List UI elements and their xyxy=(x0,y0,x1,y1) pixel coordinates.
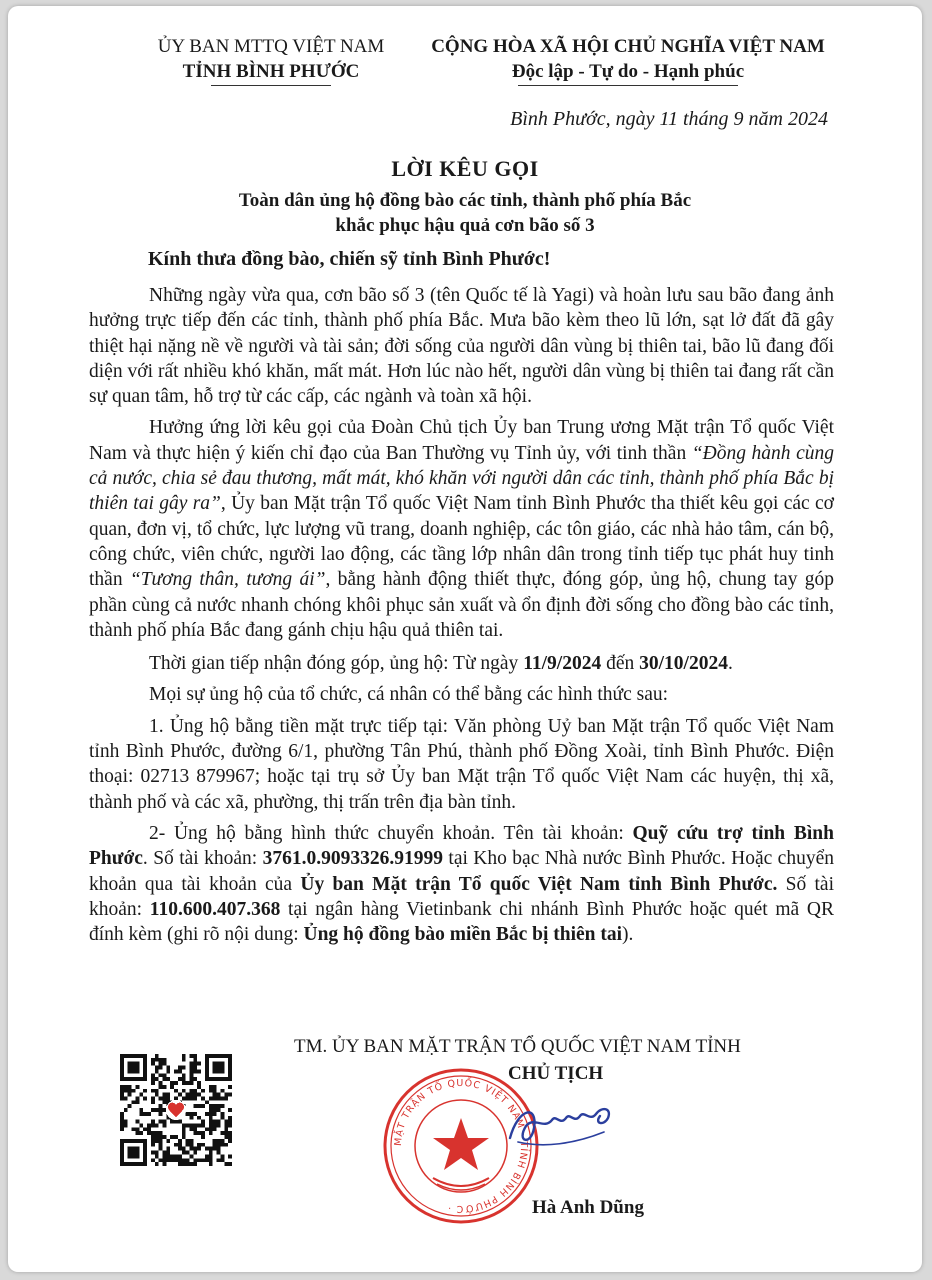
issuer-header xyxy=(136,34,406,86)
period-mid: đến xyxy=(601,653,640,675)
paragraph-cash: 1. Ủng hộ bằng tiền mặt trực tiếp tại: Văn phòng Uỷ ban Mặt trận Tổ quốc Việt Nam tỉnh Bình Phước, đường 6/1, phường Tân Phú, thành phố Đồng Xoài, tỉnh Bình Phước. Điện thoại: 02713 879967; hoặc tại trụ sở Ủy ban Mặt trận Tổ quốc Việt Nam các huyện, thị xã, thành phố và các xã, phường, thị trấn trên địa bàn tỉnh. xyxy=(89,715,834,813)
transfer-text-1: 2- Ủng hộ bằng hình thức chuyển khoản. Tên tài khoản: xyxy=(149,822,633,844)
paragraph-situation: Những ngày vừa qua, cơn bão số 3 (tên Quốc tế là Yagi) và hoàn lưu sau bão đang ảnh hưởng trực tiếp đến các tỉnh, thành phố phía Bắc. Mưa bão kèm theo lũ lớn, sạt lở đất đã gây thiệt hại nặng nề về người và tài sản; đời sống của người dân vùng bị thiên tai, bão lũ đang đối diện với rất nhiều khó khăn, mất mát. Hơn lúc nào hết, người dân vùng bị thiên tai đang rất cần sự quan tâm, hỗ trợ từ các cấp, các ngành và toàn xã hội. xyxy=(89,285,834,408)
national-header xyxy=(408,34,848,86)
transfer-text-2: . Số tài khoản: xyxy=(142,848,263,870)
issuer-underline xyxy=(211,85,331,86)
signature-title: CHỦ TỊCH xyxy=(508,1063,604,1084)
document-body xyxy=(89,283,834,953)
appeal-quote-2: “Tương thân, tương ái” xyxy=(129,569,326,591)
handwritten-signature-icon xyxy=(504,1086,624,1156)
qr-code-icon[interactable] xyxy=(120,1054,232,1166)
period-from: 11/9/2024 xyxy=(523,653,602,675)
document-subtitle xyxy=(108,188,822,238)
paragraph-methods: Mọi sự ủng hộ của tổ chức, cá nhân có thể bằng các hình thức sau: xyxy=(149,684,669,706)
salutation: Kính thưa đồng bào, chiến sỹ tỉnh Bình Phước! xyxy=(148,248,551,270)
document-page xyxy=(8,6,922,1272)
subtitle-line-1: Toàn dân ủng hộ đồng bào các tỉnh, thành phố phía Bắc xyxy=(238,190,692,211)
issuer-line-2: TỈNH BÌNH PHƯỚC xyxy=(182,61,360,82)
motto-underline xyxy=(518,85,738,86)
transfer-text-5: tại ngân hàng Vietinbank chi nhánh Bình Phước hoặc quét mã QR đính kèm (ghi rõ nội dung: xyxy=(89,898,835,946)
document-date: Bình Phước, ngày 11 tháng 9 năm 2024 xyxy=(510,108,828,130)
paragraph-transfer xyxy=(89,821,834,947)
paragraph-period xyxy=(89,651,834,676)
account-name: Quỹ cứu trợ tỉnh Bình Phước xyxy=(89,822,834,870)
transfer-text-3: tại Kho bạc Nhà nước Bình Phước. Hoặc chuyển khoản qua tài khoản của xyxy=(89,848,834,895)
seal-text: MẶT TRẬN TỔ QUỐC VIỆT NAM · TỈNH BÌNH PHƯỚC · xyxy=(392,1077,530,1215)
account-number-1: 3761.0.9093326.91999 xyxy=(262,848,443,870)
subtitle-line-2: khắc phục hậu quả cơn bão số 3 xyxy=(335,215,595,236)
paragraph-appeal xyxy=(89,415,834,643)
issuer-line-1: ỦY BAN MTTQ VIỆT NAM xyxy=(157,36,385,57)
period-end: . xyxy=(727,653,733,675)
document-title: LỜI KÊU GỌI xyxy=(391,156,539,181)
appeal-text-1: Hưởng ứng lời kêu gọi của Đoàn Chủ tịch Ủy ban Trung ương Mặt trận Tổ quốc Việt Nam và thực hiện ý kiến chỉ đạo của Ban Thường vụ Tỉnh ủy, với tinh thần xyxy=(89,417,834,464)
national-motto: Độc lập - Tự do - Hạnh phúc xyxy=(511,61,745,82)
period-to: 30/10/2024 xyxy=(639,653,728,675)
appeal-text-3: , bằng hành động thiết thực, đóng góp, ủng hộ, chung tay góp phần cùng cả nước nhanh chóng khôi phục sản xuất và ổn định đời sống cho đồng bào các tỉnh, thành phố phía Bắc đang gánh chịu hậu quả thiên tai. xyxy=(89,569,834,641)
transfer-text-4: Số tài khoản: xyxy=(89,873,834,920)
transfer-text-6: ). xyxy=(622,924,634,946)
transfer-content: Ủng hộ đồng bào miền Bắc bị thiên tai xyxy=(303,924,623,946)
signature-name: Hà Anh Dũng xyxy=(532,1197,644,1218)
period-text: Thời gian tiếp nhận đóng góp, ủng hộ: Từ ngày xyxy=(149,653,524,675)
signature-org: TM. ỦY BAN MẶT TRẬN TỔ QUỐC VIỆT NAM TỈNH xyxy=(294,1036,741,1057)
appeal-text-2: , Ủy ban Mặt trận Tổ quốc Việt Nam tỉnh Bình Phước tha thiết kêu gọi các cơ quan, đơn vị, tổ chức, lực lượng vũ trang, doanh nghiệp, các tôn giáo, các nhà hảo tâm, cán bộ, công chức, viên chức, người lao động, các tầng lớp nhân dân trong tỉnh tiếp tục phát huy tinh thần xyxy=(89,493,834,591)
national-title: CỘNG HÒA XÃ HỘI CHỦ NGHĨA VIỆT NAM xyxy=(431,36,825,57)
appeal-quote-1: “Đồng hành cùng cả nước, chia sẻ đau thương, mất mát, khó khăn với người dân các tỉnh, thành phố phía Bắc bị thiên tai gây ra” xyxy=(89,442,834,515)
account-org: Ủy ban Mặt trận Tổ quốc Việt Nam tỉnh Bình Phước. xyxy=(300,873,778,895)
account-number-2: 110.600.407.368 xyxy=(149,898,281,920)
